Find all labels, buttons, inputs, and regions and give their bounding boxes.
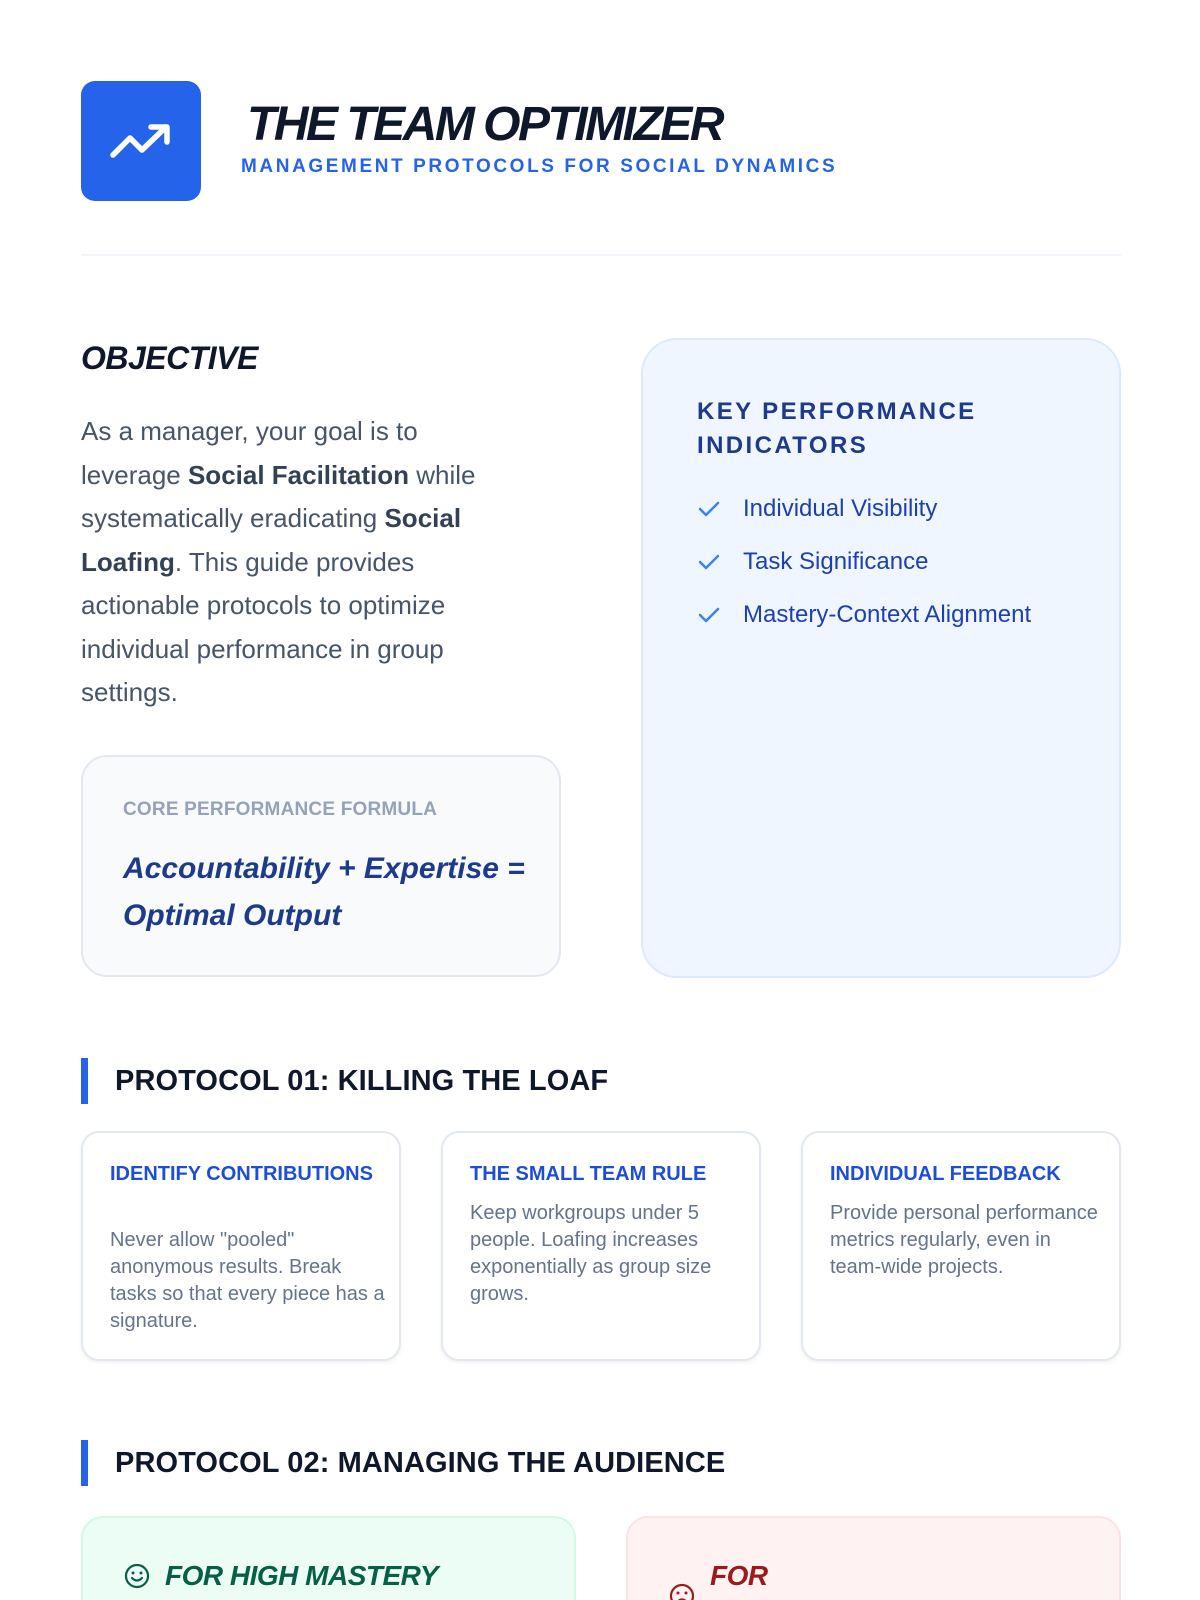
protocol-01-title: PROTOCOL 01: KILLING THE LOAF <box>115 1064 609 1097</box>
check-icon <box>697 494 743 524</box>
header-divider <box>81 254 1121 256</box>
kpi-list <box>697 482 1031 641</box>
page-title: THE TEAM OPTIMIZER <box>247 98 722 151</box>
high-mastery-card <box>81 1516 576 1600</box>
kpi-card <box>641 338 1121 978</box>
protocol-02-heading <box>81 1440 1121 1486</box>
low-mastery-title: FOR <box>668 1560 768 1600</box>
smile-icon <box>123 1562 151 1590</box>
card-identify-contributions <box>81 1131 401 1361</box>
logo <box>81 81 201 201</box>
kpi-item-label: Individual Visibility <box>743 494 938 522</box>
card-body: Provide personal performance metrics regularly, even in team-wide projects. <box>830 1202 1098 1278</box>
protocol-02-title: PROTOCOL 02: MANAGING THE AUDIENCE <box>115 1446 726 1479</box>
formula-label: CORE PERFORMANCE FORMULA <box>123 799 438 820</box>
formula-card <box>81 755 561 977</box>
kpi-item <box>697 588 1031 641</box>
kpi-title: KEY PERFORMANCE INDICATORS <box>697 398 977 459</box>
kpi-item <box>697 535 1031 588</box>
low-mastery-card <box>626 1516 1121 1600</box>
objective-heading: OBJECTIVE <box>81 340 258 376</box>
frown-icon <box>668 1582 696 1600</box>
card-title: THE SMALL TEAM RULE <box>470 1163 707 1185</box>
card-small-team-rule <box>441 1131 761 1361</box>
high-mastery-title: FOR HIGH MASTERY <box>123 1560 438 1592</box>
social-facilitation-term: Social Facilitation <box>187 459 410 490</box>
kpi-item-label: Task Significance <box>743 547 929 575</box>
card-title: INDIVIDUAL FEEDBACK <box>830 1163 1061 1185</box>
card-body: Never allow "pooled" anonymous results. Break tasks so that every piece has a signature. <box>110 1229 385 1332</box>
social-loafing-term: Social Loafing <box>81 503 462 577</box>
card-body: Keep workgroups under 5 people. Loafing increases exponentially as group size grows. <box>470 1202 712 1305</box>
kpi-item-label: Mastery-Context Alignment <box>743 600 1032 628</box>
trending-up-icon <box>110 121 172 161</box>
card-title: IDENTIFY CONTRIBUTIONS <box>110 1163 373 1185</box>
section-accent-bar <box>81 1058 88 1104</box>
page-subtitle: MANAGEMENT PROTOCOLS FOR SOCIAL DYNAMICS <box>241 156 838 177</box>
check-icon <box>697 600 743 630</box>
header <box>81 81 1121 201</box>
kpi-item <box>697 482 1031 535</box>
protocol-01-cards <box>81 1131 1121 1361</box>
formula-text: Accountability + Expertise = Optimal Output <box>123 852 525 932</box>
card-individual-feedback <box>801 1131 1121 1361</box>
protocol-01-heading <box>81 1058 1121 1104</box>
objective-text: As a manager, your goal is to leverage Social Facilitation while systematically eradicating Social Loafing. This guide provides actionable protocols to optimize individual performance in group settings. <box>81 416 476 707</box>
check-icon <box>697 547 743 577</box>
section-accent-bar <box>81 1440 88 1486</box>
